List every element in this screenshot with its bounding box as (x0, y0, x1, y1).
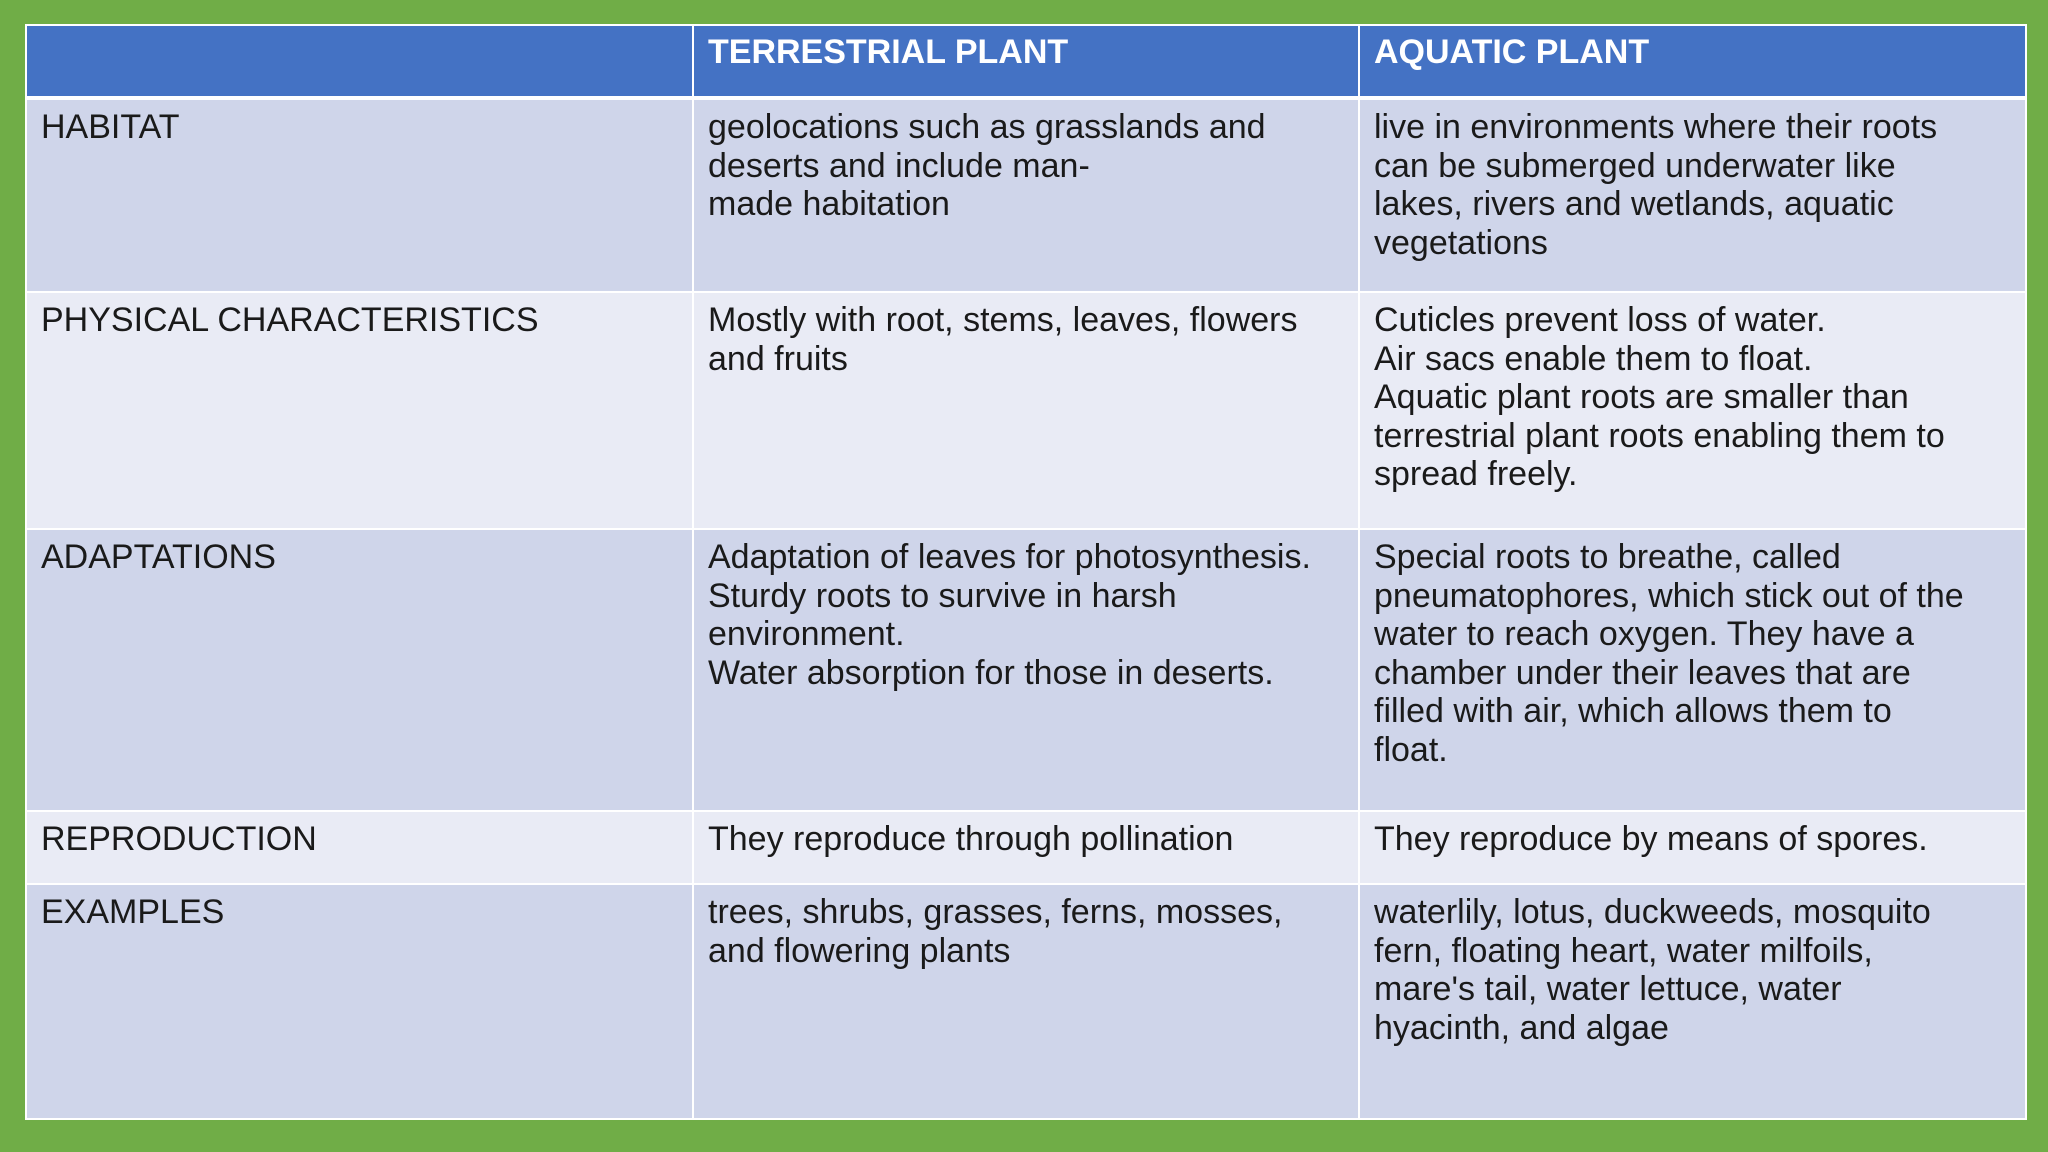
row-label-examples (26, 884, 693, 1119)
cell-text: Adaptation of leaves for photosynthesis. Sturdy roots to survive in harsh environment. Water absorption for those in deserts. (708, 538, 1311, 692)
cell-text: They reproduce through pollination (708, 820, 1234, 858)
row-label-adaptations (26, 529, 693, 811)
cell-text: Mostly with root, stems, leaves, flowers and fruits (708, 301, 1298, 378)
cell-aquatic-examples (1359, 884, 2026, 1119)
table-row-examples (26, 884, 2026, 1119)
header-aquatic-plant: AQUATIC PLANT (1359, 25, 2026, 98)
plant-comparison-table (25, 24, 2027, 1120)
cell-text: trees, shrubs, grasses, ferns, mosses, and flowering plants (708, 893, 1283, 970)
cell-terrestrial-examples (693, 884, 1359, 1119)
cell-aquatic-physical (1359, 292, 2026, 529)
row-label-text: HABITAT (41, 108, 180, 146)
row-label-text: ADAPTATIONS (41, 538, 276, 576)
table-header-row (26, 25, 2026, 98)
row-label-physical-characteristics (26, 292, 693, 529)
cell-text: Cuticles prevent loss of water. Air sacs enable them to float. Aquatic plant roots are smaller than terrestrial plant roots enabling them to spread freely. (1374, 301, 1945, 493)
header-terrestrial-plant: TERRESTRIAL PLANT (693, 25, 1359, 98)
cell-text: Special roots to breathe, called pneumatophores, which stick out of the water to reach oxygen. They have a chamber under their leaves that are filled with air, which allows them to float. (1374, 538, 1964, 769)
cell-text: live in environments where their roots can be submerged underwater like lakes, rivers and wetlands, aquatic vegetations (1374, 108, 1938, 262)
comparison-table-container (25, 24, 2025, 1118)
cell-aquatic-habitat (1359, 98, 2026, 292)
table-row-habitat (26, 98, 2026, 292)
header-cell-empty (26, 25, 693, 98)
cell-terrestrial-reproduction (693, 811, 1359, 884)
row-label-text: PHYSICAL CHARACTERISTICS (41, 301, 539, 339)
cell-text: They reproduce by means of spores. (1374, 820, 1928, 858)
row-label-text: EXAMPLES (41, 893, 225, 931)
row-label-text: REPRODUCTION (41, 820, 317, 858)
table-row-reproduction (26, 811, 2026, 884)
cell-aquatic-adaptations (1359, 529, 2026, 811)
cell-terrestrial-physical (693, 292, 1359, 529)
table-row-physical-characteristics (26, 292, 2026, 529)
cell-text: geolocations such as grasslands and deserts and include man- made habitation (708, 108, 1266, 223)
table-row-adaptations (26, 529, 2026, 811)
row-label-habitat (26, 98, 693, 292)
cell-aquatic-reproduction (1359, 811, 2026, 884)
cell-terrestrial-adaptations (693, 529, 1359, 811)
row-label-reproduction (26, 811, 693, 884)
cell-text: waterlily, lotus, duckweeds, mosquito fern, floating heart, water milfoils, mare's tail, water lettuce, water hyacinth, and algae (1374, 893, 1931, 1047)
cell-terrestrial-habitat (693, 98, 1359, 292)
